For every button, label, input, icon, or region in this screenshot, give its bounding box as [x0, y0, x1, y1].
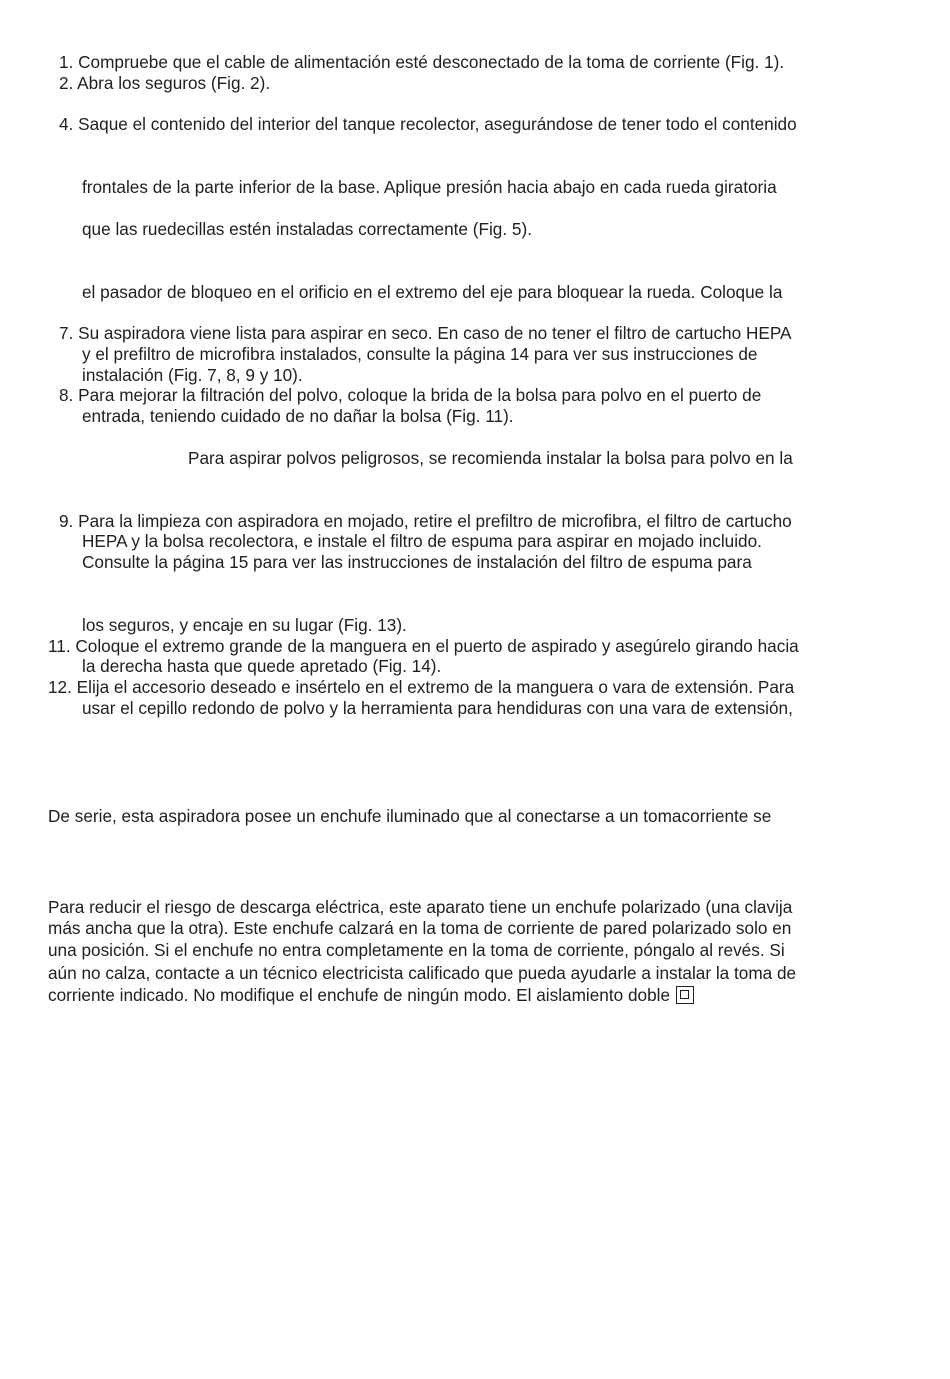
- step-8-line-1: 8. Para mejorar la filtración del polvo, coloque la brida de la bolsa para polvo en el puerto de: [59, 385, 762, 405]
- step-5-fragment-line-2: que las ruedecillas estén instaladas correctamente (Fig. 5).: [82, 219, 532, 239]
- step-7-line-2: y el prefiltro de microfibra instalados, consulte la página 14 para ver sus instrucciones de: [82, 344, 758, 364]
- polarized-plug-line-1: Para reducir el riesgo de descarga eléctrica, este aparato tiene un enchufe polarizado (una clavija: [48, 897, 793, 917]
- polarized-plug-line-3: una posición. Si el enchufe no entra completamente en la toma de corriente, póngalo al revés. Si: [48, 940, 785, 960]
- step-7-line-1: 7. Su aspiradora viene lista para aspirar en seco. En caso de no tener el filtro de cartucho HEPA: [59, 323, 792, 343]
- step-9-line-2: HEPA y la bolsa recolectora, e instale el filtro de espuma para aspirar en mojado incluido.: [82, 531, 762, 551]
- step-11-line-1: 11. Coloque el extremo grande de la manguera en el puerto de aspirado y asegúrelo girando hacia: [48, 636, 799, 656]
- step-5-fragment-line-1: frontales de la parte inferior de la base. Aplique presión hacia abajo en cada rueda giratoria: [82, 177, 777, 197]
- step-10-fragment-line: los seguros, y encaje en su lugar (Fig. 13).: [82, 615, 407, 635]
- step-8-line-2: entrada, teniendo cuidado de no dañar la bolsa (Fig. 11).: [82, 406, 514, 426]
- step-1-line: 1. Compruebe que el cable de alimentación esté desconectado de la toma de corriente (Fig. 1).: [59, 52, 785, 72]
- polarized-plug-line-5: [48, 985, 694, 1006]
- step-2-line: 2. Abra los seguros (Fig. 2).: [59, 73, 271, 93]
- step-12-line-1: 12. Elija el accesorio deseado e insértelo en el extremo de la manguera o vara de extensión. Para: [48, 677, 795, 697]
- step-11-line-2: la derecha hasta que quede apretado (Fig. 14).: [82, 656, 442, 676]
- illuminated-plug-paragraph-line: De serie, esta aspiradora posee un enchufe iluminado que al conectarse a un tomacorriente se: [48, 806, 772, 826]
- step-6-fragment-line: el pasador de bloqueo en el orificio en el extremo del eje para bloquear la rueda. Coloque la: [82, 282, 783, 302]
- polarized-plug-line-2: más ancha que la otra). Este enchufe calzará en la toma de corriente de pared polarizado solo en: [48, 918, 792, 938]
- note-line: Para aspirar polvos peligrosos, se recomienda instalar la bolsa para polvo en la: [188, 448, 793, 468]
- polarized-plug-line-4: aún no calza, contacte a un técnico electricista calificado que pueda ayudarle a instalar la toma de: [48, 963, 797, 983]
- step-9-line-3: Consulte la página 15 para ver las instrucciones de instalación del filtro de espuma para: [82, 552, 752, 572]
- step-7-line-3: instalación (Fig. 7, 8, 9 y 10).: [82, 365, 303, 385]
- polarized-plug-line-5-text: corriente indicado. No modifique el enchufe de ningún modo. El aislamiento doble: [48, 985, 671, 1005]
- step-4-line: 4. Saque el contenido del interior del tanque recolector, asegurándose de tener todo el contenido: [59, 114, 797, 134]
- double-insulation-icon: [676, 986, 694, 1004]
- step-9-line-1: 9. Para la limpieza con aspiradora en mojado, retire el prefiltro de microfibra, el filtro de cartucho: [59, 511, 792, 531]
- step-12-line-2: usar el cepillo redondo de polvo y la herramienta para hendiduras con una vara de extensión,: [82, 698, 793, 718]
